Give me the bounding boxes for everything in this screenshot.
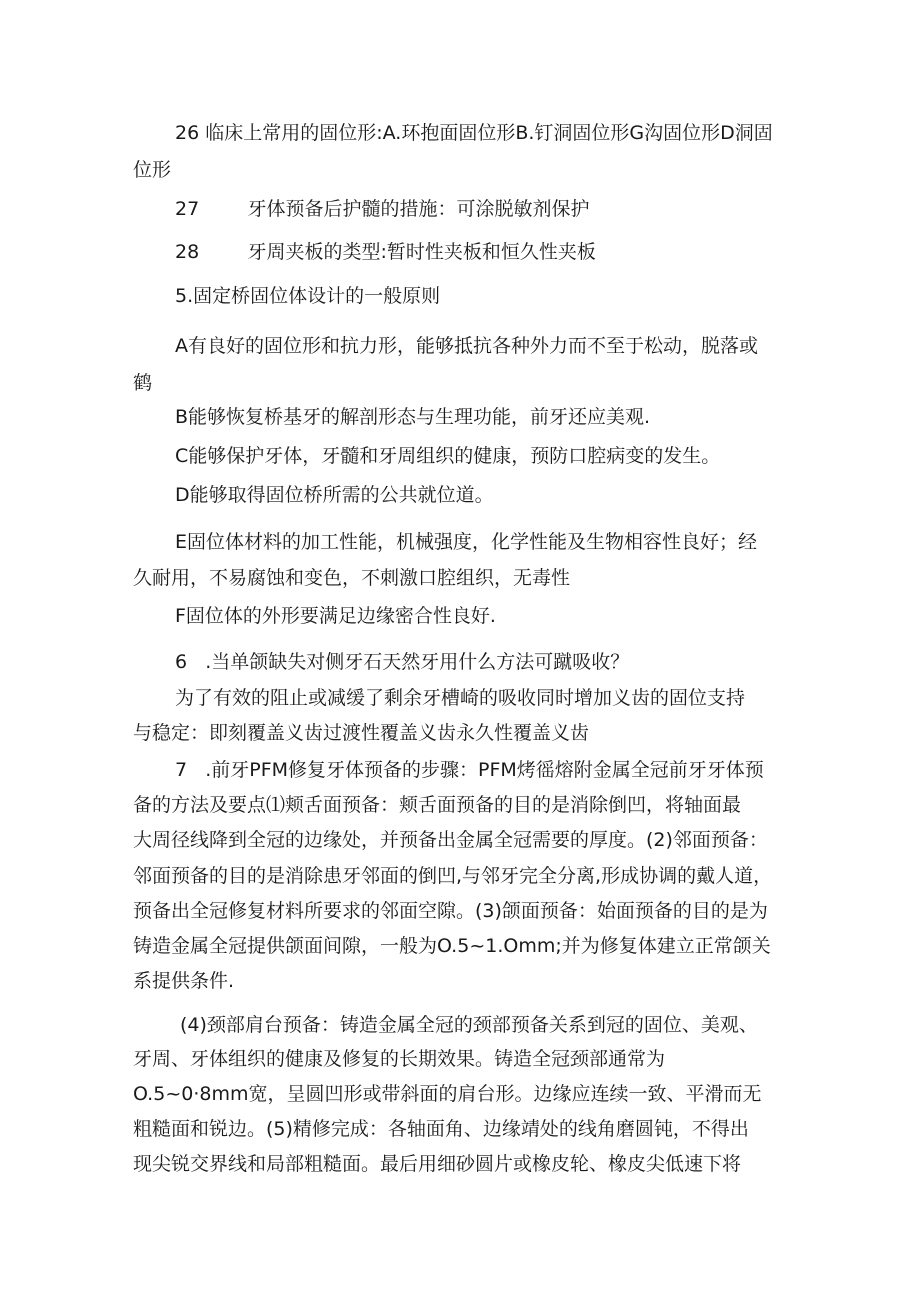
text-line: 7 .前牙PFM修复牙体预备的步骤：PFM烤徭熔附金属全冠前牙牙体预 xyxy=(175,759,764,781)
text-line: 27 牙体预备后护髓的措施：可涂脱敏剂保护 xyxy=(175,198,590,220)
text-line: 大周径线降到全冠的边缘处，并预备出金属全冠需要的厚度。(2)邻面预备： xyxy=(133,829,768,851)
text-line: E固位体材料的加工性能，机械强度，化学性能及生物相容性良好；经 xyxy=(175,531,758,553)
text-line: 铸造金属全冠提供颌面间隙，一般为O.5~1.Omm;并为修复体建立正常颌关 xyxy=(133,935,771,957)
text-line: 28 牙周夹板的类型:暂时性夹板和恒久性夹板 xyxy=(175,241,596,263)
text-line: 鹤 xyxy=(133,372,153,394)
text-line: D能够取得固位桥所需的公共就位道。 xyxy=(175,484,494,506)
text-line: 粗糙面和锐边。(5)精修完成：各轴面角、边缘靖处的线角磨圆钝，不得出 xyxy=(133,1118,749,1140)
text-line: 现尖锐交界线和局部粗糙面。最后用细砂圆片或橡皮轮、橡皮尖低速下将 xyxy=(133,1153,742,1175)
text-line: 位形 xyxy=(133,159,172,181)
text-line: 与稳定：即刻覆盖义齿过渡性覆盖义齿永久性覆盖义齿 xyxy=(133,722,590,744)
text-line: B能够恢复桥基牙的解剖形态与生理功能，前牙还应美观. xyxy=(175,406,651,428)
text-line: A有良好的固位形和抗力形，能够抵抗各种外力而不至于松动，脱落或 xyxy=(175,335,758,357)
text-line: (4)颈部肩台预备：铸造金属全冠的颈部预备关系到冠的固位、美观、 xyxy=(180,1014,758,1036)
text-line: 6 .当单颌缺失对侧牙石天然牙用什么方法可蹴吸收？ xyxy=(175,651,630,673)
text-line: F固位体的外形要满足边缘密合性良好. xyxy=(175,605,496,627)
text-line: 牙周、牙体组织的健康及修复的长期效果。铸造全冠颈部通常为 xyxy=(133,1048,666,1070)
text-line: 备的方法及要点⑴颊舌面预备：颊舌面预备的目的是消除倒凹，将轴面最 xyxy=(133,794,742,816)
text-line: 5.固定桥固位体设计的一般原则 xyxy=(175,285,441,307)
text-line: 为了有效的阻止或减缓了剩余牙槽崎的吸收同时增加义齿的固位支持 xyxy=(175,687,746,709)
text-line: C能够保护牙体，牙髓和牙周组织的健康，预防口腔病变的发生。 xyxy=(175,445,721,467)
text-line: 系提供条件. xyxy=(133,970,235,992)
text-line: 26 临床上常用的固位形:A.环抱面固位形B.钉洞固位形G沟固位形D洞固 xyxy=(175,122,773,144)
text-line: 邻面预备的目的是消除患牙邻面的倒凹,与邻牙完全分离,形成协调的戴人道， xyxy=(133,865,773,887)
text-line: O.5~0·8mm宽，呈圆凹形或带斜面的肩台形。边缘应连续一致、平滑而无 xyxy=(133,1083,762,1105)
text-line: 预备出全冠修复材料所要求的邻面空隙。(3)颌面预备：始面预备的目的是为 xyxy=(133,900,768,922)
text-line: 久耐用，不易腐蚀和变色，不刺激口腔组织，无毒性 xyxy=(133,567,571,589)
